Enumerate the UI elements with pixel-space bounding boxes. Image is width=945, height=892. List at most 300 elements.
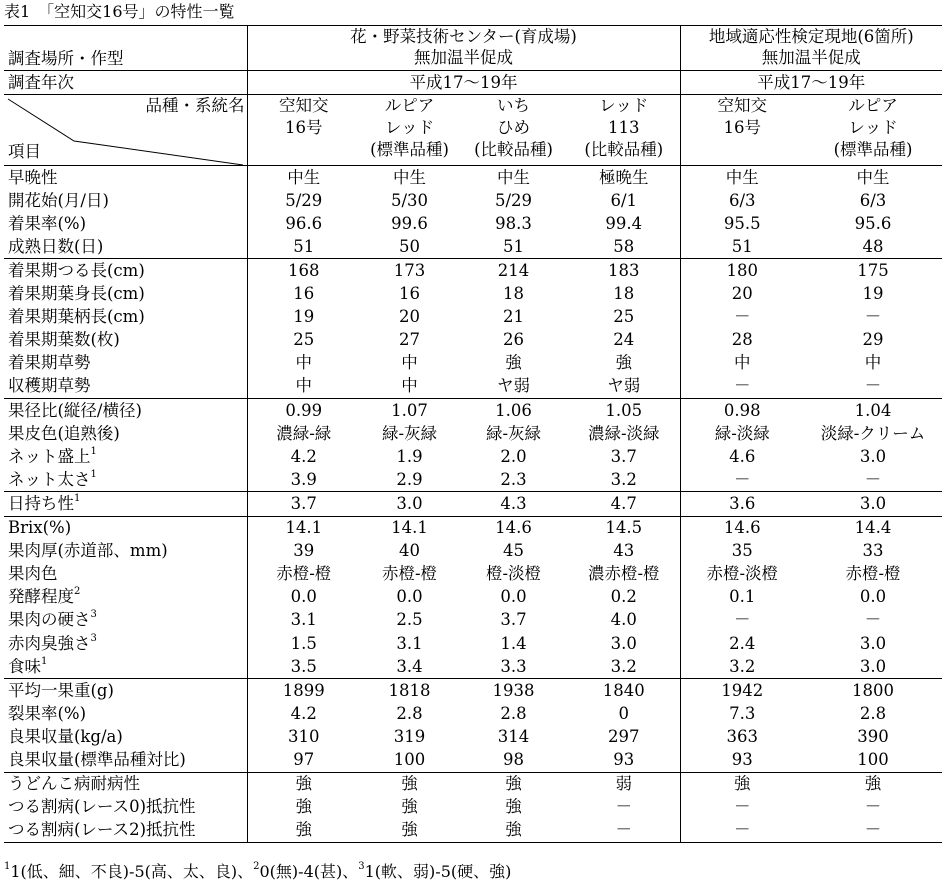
cell-value: －	[568, 796, 680, 819]
cell-value: 中	[401, 353, 418, 373]
variety-0-l1: 空知交	[279, 96, 329, 116]
cell-value: 98.3	[495, 213, 532, 233]
cell-value: 3.5	[290, 656, 317, 676]
cell-value: 45	[503, 541, 524, 561]
table-row	[4, 235, 942, 259]
row-label-text: 果径比(縦径/横径)	[8, 400, 142, 420]
cell-value: 214	[459, 259, 568, 283]
row-label-text: 果肉色	[8, 564, 58, 584]
cell-value: 3.7	[247, 492, 360, 516]
row-label-text: 着果期葉身長(cm)	[8, 284, 145, 304]
cell-value: 2.4	[729, 633, 756, 653]
footnote-text-2: 0(無)-4(甚)、	[259, 862, 359, 881]
table-row	[4, 540, 942, 563]
cell-value: 96.6	[285, 213, 323, 233]
footnote-text-3: 1(軟、弱)-5(硬、強)	[364, 862, 512, 881]
place-label: 調査場所・作型	[4, 26, 247, 71]
row-label	[4, 166, 247, 190]
row-footnote-mark: 2	[74, 586, 81, 598]
row-footnote-mark: 1	[41, 655, 48, 667]
row-label	[4, 772, 247, 796]
cell-value: 赤橙-橙	[276, 564, 332, 584]
cell-value: 33	[862, 541, 884, 561]
cell-value: －	[864, 797, 882, 817]
table-row	[4, 422, 942, 445]
cell-value: 319	[393, 726, 426, 746]
cell-value: 6/1	[568, 189, 680, 212]
variety-2-l2: ひめ	[497, 118, 530, 138]
row-label-text: 収穫期草勢	[8, 376, 91, 396]
row-footnote-mark: 1	[90, 445, 97, 457]
cell-value: 3.2	[568, 468, 680, 492]
row-label	[4, 352, 247, 375]
cell-value: 強	[459, 819, 568, 843]
table-row	[4, 189, 942, 212]
cell-value: －	[680, 819, 804, 843]
cell-value: 18	[503, 284, 524, 304]
row-footnote-mark: 1	[74, 492, 81, 504]
variety-3	[568, 95, 680, 166]
cell-value: 2.3	[500, 469, 527, 489]
table-row	[4, 329, 942, 352]
table-row	[4, 166, 942, 190]
cell-value: 40	[399, 541, 420, 561]
row-label-text: つる割病(レース0)抵抗性	[8, 797, 196, 817]
cell-value: 173	[360, 259, 459, 283]
cell-value: 橙-淡橙	[485, 564, 542, 584]
cell-value: 中	[295, 376, 312, 396]
table-row	[4, 468, 942, 492]
variety-1	[360, 95, 459, 166]
cell-value: 1.07	[360, 399, 459, 423]
cell-value: 1.06	[459, 399, 568, 423]
row-label	[4, 819, 247, 843]
cell-value: 168	[247, 259, 360, 283]
cell-value: 14.5	[568, 516, 680, 540]
footnote-sup-2: 2	[253, 861, 260, 872]
row-label-text: ネット太さ	[8, 469, 91, 489]
cell-value: 4.2	[290, 703, 317, 723]
cell-value: 43	[568, 540, 680, 563]
row-label-text: ネット盛上	[8, 446, 91, 466]
variety-4-l2: 16号	[723, 118, 762, 138]
cell-value: 310	[288, 726, 320, 746]
row-label-text: 着果期つる長(cm)	[8, 261, 145, 281]
cell-value: 強	[505, 353, 522, 373]
cell-value: 0.0	[859, 587, 887, 607]
cell-value: 中	[401, 376, 418, 396]
variety-1-l1: ルピア	[384, 96, 435, 116]
cell-value: 2.5	[396, 610, 423, 630]
place1-name: 花・野菜技術センター(育成場)	[350, 27, 577, 46]
table-row	[4, 796, 942, 819]
table-row	[4, 748, 942, 772]
table-body	[4, 166, 942, 843]
table-row	[4, 563, 942, 586]
cell-value: 27	[399, 330, 420, 350]
row-label	[4, 468, 247, 492]
year-row	[4, 71, 942, 95]
cell-value: 14.6	[459, 516, 568, 540]
table-caption: 表1 「空知交16号」の特性一覧	[4, 2, 235, 21]
cell-value: 3.2	[568, 655, 680, 679]
row-label	[4, 632, 247, 655]
cell-value: 26	[503, 330, 524, 350]
row-label	[4, 235, 247, 259]
variety-5-l3: (標準品種)	[833, 140, 913, 160]
footnote	[4, 862, 511, 882]
footnote-sup-3: 3	[358, 861, 365, 872]
cell-value: 51	[293, 236, 315, 256]
cell-value: 1899	[247, 679, 360, 703]
variety-3-l3: (比較品種)	[584, 140, 664, 160]
footnote-sup-1: 1	[4, 861, 11, 872]
variety-2-l1: いち	[497, 96, 530, 116]
cell-value: 2.8	[396, 703, 423, 723]
item-label: 項目	[8, 142, 41, 162]
cell-value: 297	[568, 725, 680, 748]
table-row	[4, 352, 942, 375]
footnote-text-1: 1(低、細、不良)-5(高、太、良)、	[10, 862, 254, 881]
cell-value: 強	[247, 772, 360, 796]
row-label	[4, 586, 247, 609]
row-label	[4, 516, 247, 540]
cell-value: 390	[857, 726, 889, 746]
cell-value: 1800	[804, 679, 942, 703]
cell-value: 16	[399, 284, 420, 304]
cell-value: 5/29	[494, 190, 533, 210]
row-label-text: 着果率(%)	[8, 213, 87, 233]
cell-value: 1840	[568, 679, 680, 703]
table-row	[4, 632, 942, 655]
table-row	[4, 492, 942, 516]
cell-value: 4.2	[290, 446, 317, 466]
cell-value: 2.8	[859, 703, 887, 723]
cell-value: 中生	[247, 166, 360, 190]
cell-value: 6/3	[729, 190, 756, 210]
row-label-text: 着果期草勢	[8, 353, 91, 373]
cell-value: 強	[360, 819, 459, 843]
cell-value: 弱	[568, 772, 680, 796]
table-row	[4, 819, 942, 843]
cell-value: 3.3	[500, 656, 527, 676]
cell-value: 6/3	[859, 190, 887, 210]
row-label	[4, 540, 247, 563]
cell-value: 175	[804, 259, 942, 283]
cell-value: 0.0	[290, 587, 317, 607]
cell-value: 58	[568, 235, 680, 259]
cell-value: ヤ弱	[568, 375, 680, 399]
variety-2-l3: (比較品種)	[474, 140, 553, 160]
cell-value: 19	[862, 284, 884, 304]
row-label-text: 裂果率(%)	[8, 703, 87, 723]
cell-value: 1.05	[568, 399, 680, 423]
table-row	[4, 306, 942, 329]
cell-value: 0.99	[247, 399, 360, 423]
row-label-text: 食味	[8, 656, 41, 676]
cell-value: －	[864, 469, 882, 489]
cell-value: 99.6	[391, 213, 428, 233]
cell-value: 51	[503, 236, 524, 256]
cell-value: 3.0	[859, 633, 887, 653]
row-label	[4, 399, 247, 423]
cell-value: 強	[804, 772, 942, 796]
variety-1-l3: (標準品種)	[370, 140, 449, 160]
cell-value: 3.7	[500, 610, 527, 630]
cell-value: 3.1	[396, 633, 423, 653]
cell-value: 28	[731, 330, 753, 350]
cell-value: 0	[568, 702, 680, 725]
cell-value: 3.4	[396, 656, 423, 676]
year1: 平成17～19年	[247, 71, 680, 95]
row-label-text: つる割病(レース2)抵抗性	[8, 820, 196, 840]
row-label	[4, 609, 247, 632]
cell-value: 1.9	[396, 446, 423, 466]
table-row	[4, 212, 942, 235]
cell-value: 51	[731, 236, 753, 256]
variety-5-l2: レッド	[848, 118, 898, 138]
cell-value: 100	[393, 749, 426, 769]
cell-value: 強	[401, 797, 418, 817]
row-label	[4, 259, 247, 283]
cell-value: 強	[295, 797, 312, 817]
row-label	[4, 306, 247, 329]
table-row	[4, 259, 942, 283]
cell-value: 強	[360, 772, 459, 796]
cell-value: 1938	[459, 679, 568, 703]
table-row	[4, 772, 942, 796]
cell-value: 強	[459, 772, 568, 796]
variety-item-header	[4, 95, 247, 166]
variety-0	[247, 95, 360, 166]
cell-value: 3.6	[680, 492, 804, 516]
cell-value: 35	[731, 541, 753, 561]
place2-type: 無加温半促成	[761, 48, 861, 67]
row-label	[4, 725, 247, 748]
cell-value: 0.98	[680, 399, 804, 423]
cell-value: 0.2	[568, 586, 680, 609]
characteristics-table	[4, 25, 942, 843]
cell-value: 強	[505, 797, 522, 817]
cell-value: ヤ弱	[497, 376, 530, 396]
row-label-text: 赤肉臭強さ	[8, 633, 91, 653]
cell-value: 0.0	[396, 587, 423, 607]
cell-value: 29	[862, 330, 884, 350]
cell-value: －	[864, 307, 882, 327]
year-label: 調査年次	[4, 71, 247, 95]
cell-value: 濃赤橙-橙	[568, 563, 680, 586]
cell-value: 97	[293, 749, 315, 769]
cell-value: 緑-灰緑	[485, 423, 542, 443]
row-label-text: 着果期葉数(枚)	[8, 330, 120, 350]
cell-value: －	[734, 307, 751, 327]
row-label-text: 発酵程度	[8, 587, 74, 607]
cell-value: 強	[680, 772, 804, 796]
row-label	[4, 212, 247, 235]
cell-value: 2.0	[500, 446, 527, 466]
cell-value: 25	[293, 330, 315, 350]
cell-value: 95.6	[854, 213, 892, 233]
row-label-text: Brix(%)	[8, 518, 72, 538]
cell-value: 1.5	[290, 633, 317, 653]
variety-2	[459, 95, 568, 166]
cell-value: 363	[726, 726, 759, 746]
row-label-text: 日持ち性	[8, 493, 74, 513]
row-label	[4, 445, 247, 468]
cell-value: 14.4	[804, 516, 942, 540]
cell-value: 1942	[680, 679, 804, 703]
cell-value: 緑-灰緑	[381, 423, 438, 443]
cell-value: 1818	[360, 679, 459, 703]
cell-value: 0.1	[729, 587, 756, 607]
cell-value: 21	[503, 307, 524, 327]
cell-value: 中生	[459, 166, 568, 190]
cell-value: 180	[680, 259, 804, 283]
cell-value: 1.04	[804, 399, 942, 423]
variety-1-l2: レッド	[384, 118, 435, 138]
cell-value: 14.6	[680, 516, 804, 540]
cell-value: 緑-淡緑	[714, 423, 770, 443]
cell-value: －	[804, 819, 942, 843]
cell-value: 中	[864, 353, 882, 373]
cell-value: 中生	[680, 166, 804, 190]
table-row	[4, 375, 942, 399]
row-label	[4, 702, 247, 725]
variety-4-l1: 空知交	[717, 96, 768, 116]
variety-4	[680, 95, 804, 166]
cell-value: 濃緑-淡緑	[568, 422, 680, 445]
cell-value: 強	[247, 819, 360, 843]
cell-value: 2.8	[500, 703, 527, 723]
table-row	[4, 516, 942, 540]
cell-value: 7.3	[729, 703, 756, 723]
cell-value: 濃緑-緑	[276, 423, 332, 443]
cell-value: －	[864, 376, 882, 396]
cell-value: 5/30	[390, 190, 429, 210]
variety-3-l2: 113	[608, 118, 640, 138]
table-row	[4, 679, 942, 703]
cell-value: －	[734, 797, 751, 817]
variety-row	[4, 95, 942, 166]
cell-value: 314	[497, 726, 530, 746]
table-row	[4, 655, 942, 679]
cell-value: 極晩生	[568, 166, 680, 190]
cell-value: 98	[503, 749, 524, 769]
cell-value: 0.0	[500, 587, 527, 607]
cell-value: 95.5	[723, 213, 761, 233]
table-row	[4, 702, 942, 725]
cell-value: 4.0	[568, 609, 680, 632]
cell-value: 3.2	[729, 656, 756, 676]
cell-value: 1.4	[500, 633, 527, 653]
cell-value: 赤橙-橙	[381, 564, 438, 584]
cell-value: 3.0	[859, 656, 887, 676]
row-label	[4, 796, 247, 819]
cell-value: 183	[568, 259, 680, 283]
cell-value: 4.6	[729, 446, 756, 466]
variety-5-l1: ルピア	[848, 96, 898, 116]
row-label	[4, 422, 247, 445]
cell-value: 93	[568, 748, 680, 772]
cell-value: 3.9	[290, 469, 317, 489]
cell-value: －	[734, 610, 751, 630]
variety-0-l2: 16号	[285, 118, 323, 138]
year2: 平成17～19年	[680, 71, 942, 95]
row-label-text: 果肉の硬さ	[8, 610, 91, 630]
row-label	[4, 189, 247, 212]
row-label-text: 良果収量(kg/a)	[8, 726, 123, 746]
row-label	[4, 679, 247, 703]
cell-value: 25	[568, 306, 680, 329]
cell-value: 3.0	[360, 492, 459, 516]
row-footnote-mark: 1	[90, 468, 97, 480]
cell-value: 20	[399, 307, 420, 327]
row-label-text: うどんこ病耐病性	[8, 774, 140, 794]
row-label	[4, 283, 247, 306]
cell-value: 中	[295, 353, 312, 373]
place1-cell	[247, 26, 680, 71]
row-label	[4, 748, 247, 772]
row-label-text: 果皮色(追熟後)	[8, 423, 120, 443]
cell-value: －	[568, 819, 680, 843]
place2-cell	[680, 26, 942, 71]
cell-value: 3.1	[290, 610, 317, 630]
row-label-text: 開花始(月/日)	[8, 190, 109, 210]
cell-value: 48	[862, 236, 884, 256]
table-row	[4, 586, 942, 609]
cell-value: 14.1	[247, 516, 360, 540]
variety-label: 品種・系統名	[145, 96, 245, 116]
row-label	[4, 655, 247, 679]
row-label-text: 良果収量(標準品種対比)	[8, 749, 186, 769]
row-label	[4, 375, 247, 399]
table-row	[4, 725, 942, 748]
table-row	[4, 399, 942, 423]
cell-value: 5/29	[285, 190, 323, 210]
cell-value: 19	[293, 307, 315, 327]
row-footnote-mark: 3	[90, 632, 97, 644]
row-label	[4, 329, 247, 352]
cell-value: 14.1	[360, 516, 459, 540]
row-label-text: 平均一果重(g)	[8, 680, 114, 700]
cell-value: －	[734, 376, 751, 396]
cell-value: 99.4	[568, 212, 680, 235]
variety-3-l1: レッド	[599, 96, 649, 116]
cell-value: 赤橙-淡橙	[706, 564, 779, 584]
cell-value: 24	[568, 329, 680, 352]
cell-value: 100	[857, 749, 889, 769]
cell-value: 2.9	[396, 469, 423, 489]
row-label	[4, 563, 247, 586]
cell-value: －	[864, 610, 882, 630]
cell-value: 3.0	[568, 632, 680, 655]
table-row	[4, 445, 942, 468]
row-footnote-mark: 3	[90, 609, 97, 621]
cell-value: 中	[734, 353, 751, 373]
place-row	[4, 26, 942, 71]
cell-value: 3.0	[859, 446, 887, 466]
cell-value: 3.7	[568, 445, 680, 468]
table-row	[4, 609, 942, 632]
cell-value: －	[734, 469, 751, 489]
cell-value: 50	[399, 236, 420, 256]
cell-value: 赤橙-橙	[845, 564, 901, 584]
row-label	[4, 492, 247, 516]
row-label-text: 果肉厚(赤道部、mm)	[8, 541, 168, 561]
cell-value: 4.3	[459, 492, 568, 516]
cell-value: 強	[568, 352, 680, 375]
cell-value: 39	[293, 541, 315, 561]
